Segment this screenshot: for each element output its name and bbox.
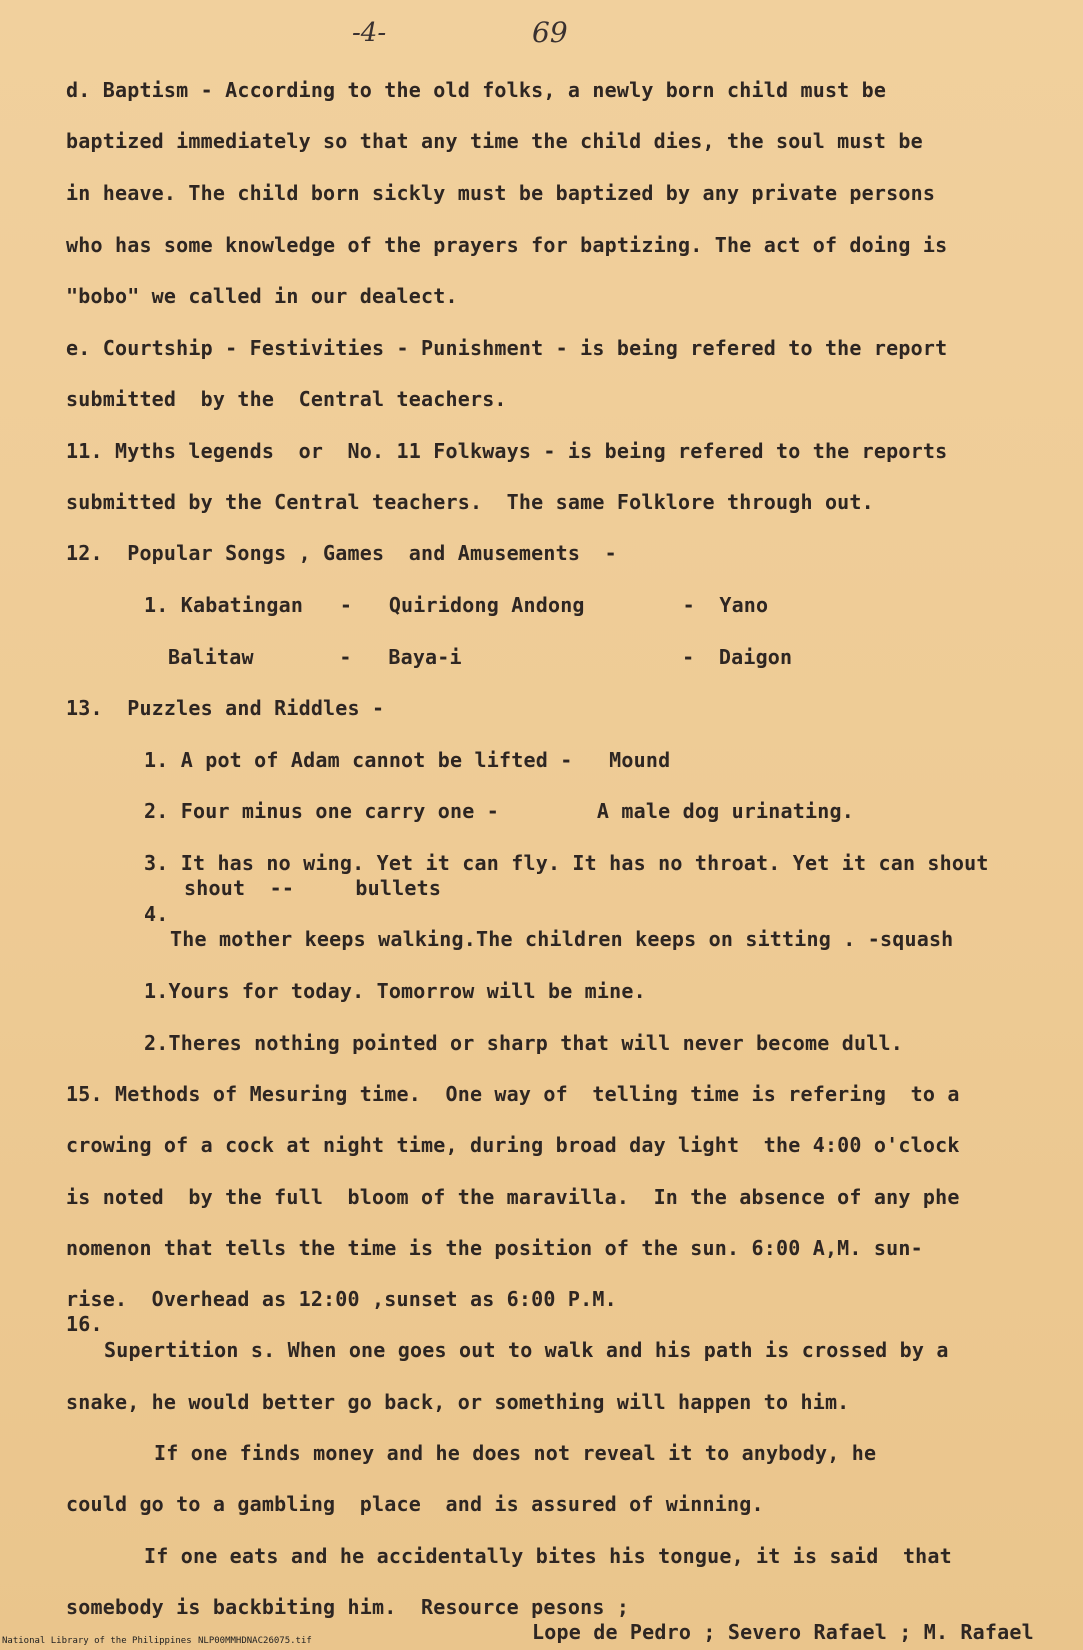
text-line: nomenon that tells the time is the position of the sun. 6:00 A,M. sun- (66, 1236, 923, 1260)
resource-persons: Lope de Pedro ; Severo Rafael ; M. Rafael (532, 1620, 1034, 1644)
text-line: 3. It has no wing. Yet it can fly. It has no throat. Yet it can shout (144, 851, 989, 875)
text-line: snake, he would better go back, or something will happen to him. (66, 1390, 850, 1414)
text-line: crowing of a cock at night time, during broad day light the 4:00 o'clock (66, 1133, 960, 1157)
text-line: Supertition s. When one goes out to walk and his path is crossed by a (104, 1338, 949, 1362)
text-line: 16. (66, 1312, 103, 1336)
text-line: rise. Overhead as 12:00 ,sunset as 6:00 P.M. (66, 1287, 617, 1311)
text-line: 11. Myths legends or No. 11 Folkways - is being refered to the reports (66, 439, 948, 463)
text-line: 1. Kabatingan - Quiridong Andong - Yano (144, 593, 769, 617)
section-heading: 13. Puzzles and Riddles - (66, 696, 385, 720)
footer-library: National Library of the Philippines (2, 1636, 192, 1646)
text-line: who has some knowledge of the prayers for baptizing. The act of doing is (66, 233, 948, 257)
text-line: If one eats and he accidentally bites his tongue, it is said that (144, 1544, 952, 1568)
text-line: 4. (144, 902, 169, 926)
text-line: could go to a gambling place and is assured of winning. (66, 1492, 764, 1516)
text-line: e. Courtship - Festivities - Punishment - is being refered to the report (66, 336, 948, 360)
text-line: baptized immediately so that any time the child dies, the soul must be (66, 129, 923, 153)
text-line: If one finds money and he does not reveal it to anybody, he (154, 1441, 877, 1465)
text-line: in heave. The child born sickly must be baptized by any private persons (66, 181, 936, 205)
text-line: 2.Theres nothing pointed or sharp that will never become dull. (144, 1031, 903, 1055)
text-line: 1.Yours for today. Tomorrow will be mine. (144, 979, 646, 1003)
text-line: is noted by the full bloom of the maravilla. In the absence of any phe (66, 1185, 960, 1209)
footer-file-id: NLP00MMHDNAC26075.tif (198, 1636, 312, 1646)
text-line: submitted by the Central teachers. (66, 387, 507, 411)
text-line: Balitaw - Baya-i - Daigon (168, 645, 793, 669)
text-line: 15. Methods of Mesuring time. One way of telling time is refering to a (66, 1082, 960, 1106)
handwritten-page-number: 69 (532, 16, 568, 49)
text-line: "bobo" we called in our dealect. (66, 284, 458, 308)
text-line: submitted by the Central teachers. The same Folklore through out. (66, 490, 874, 514)
text-line: The mother keeps walking.The children keeps on sitting . -squash (170, 927, 954, 951)
text-line: somebody is backbiting him. Resource pesons ; (66, 1595, 630, 1619)
section-heading: 12. Popular Songs , Games and Amusements - (66, 541, 617, 565)
typed-page-number: -4- (352, 18, 387, 48)
text-line: 2. Four minus one carry one - A male dog urinating. (144, 799, 854, 823)
text-line: d. Baptism - According to the old folks, a newly born child must be (66, 78, 887, 102)
text-line: 1. A pot of Adam cannot be lifted - Mound (144, 748, 671, 772)
text-line: shout -- bullets (184, 876, 442, 900)
